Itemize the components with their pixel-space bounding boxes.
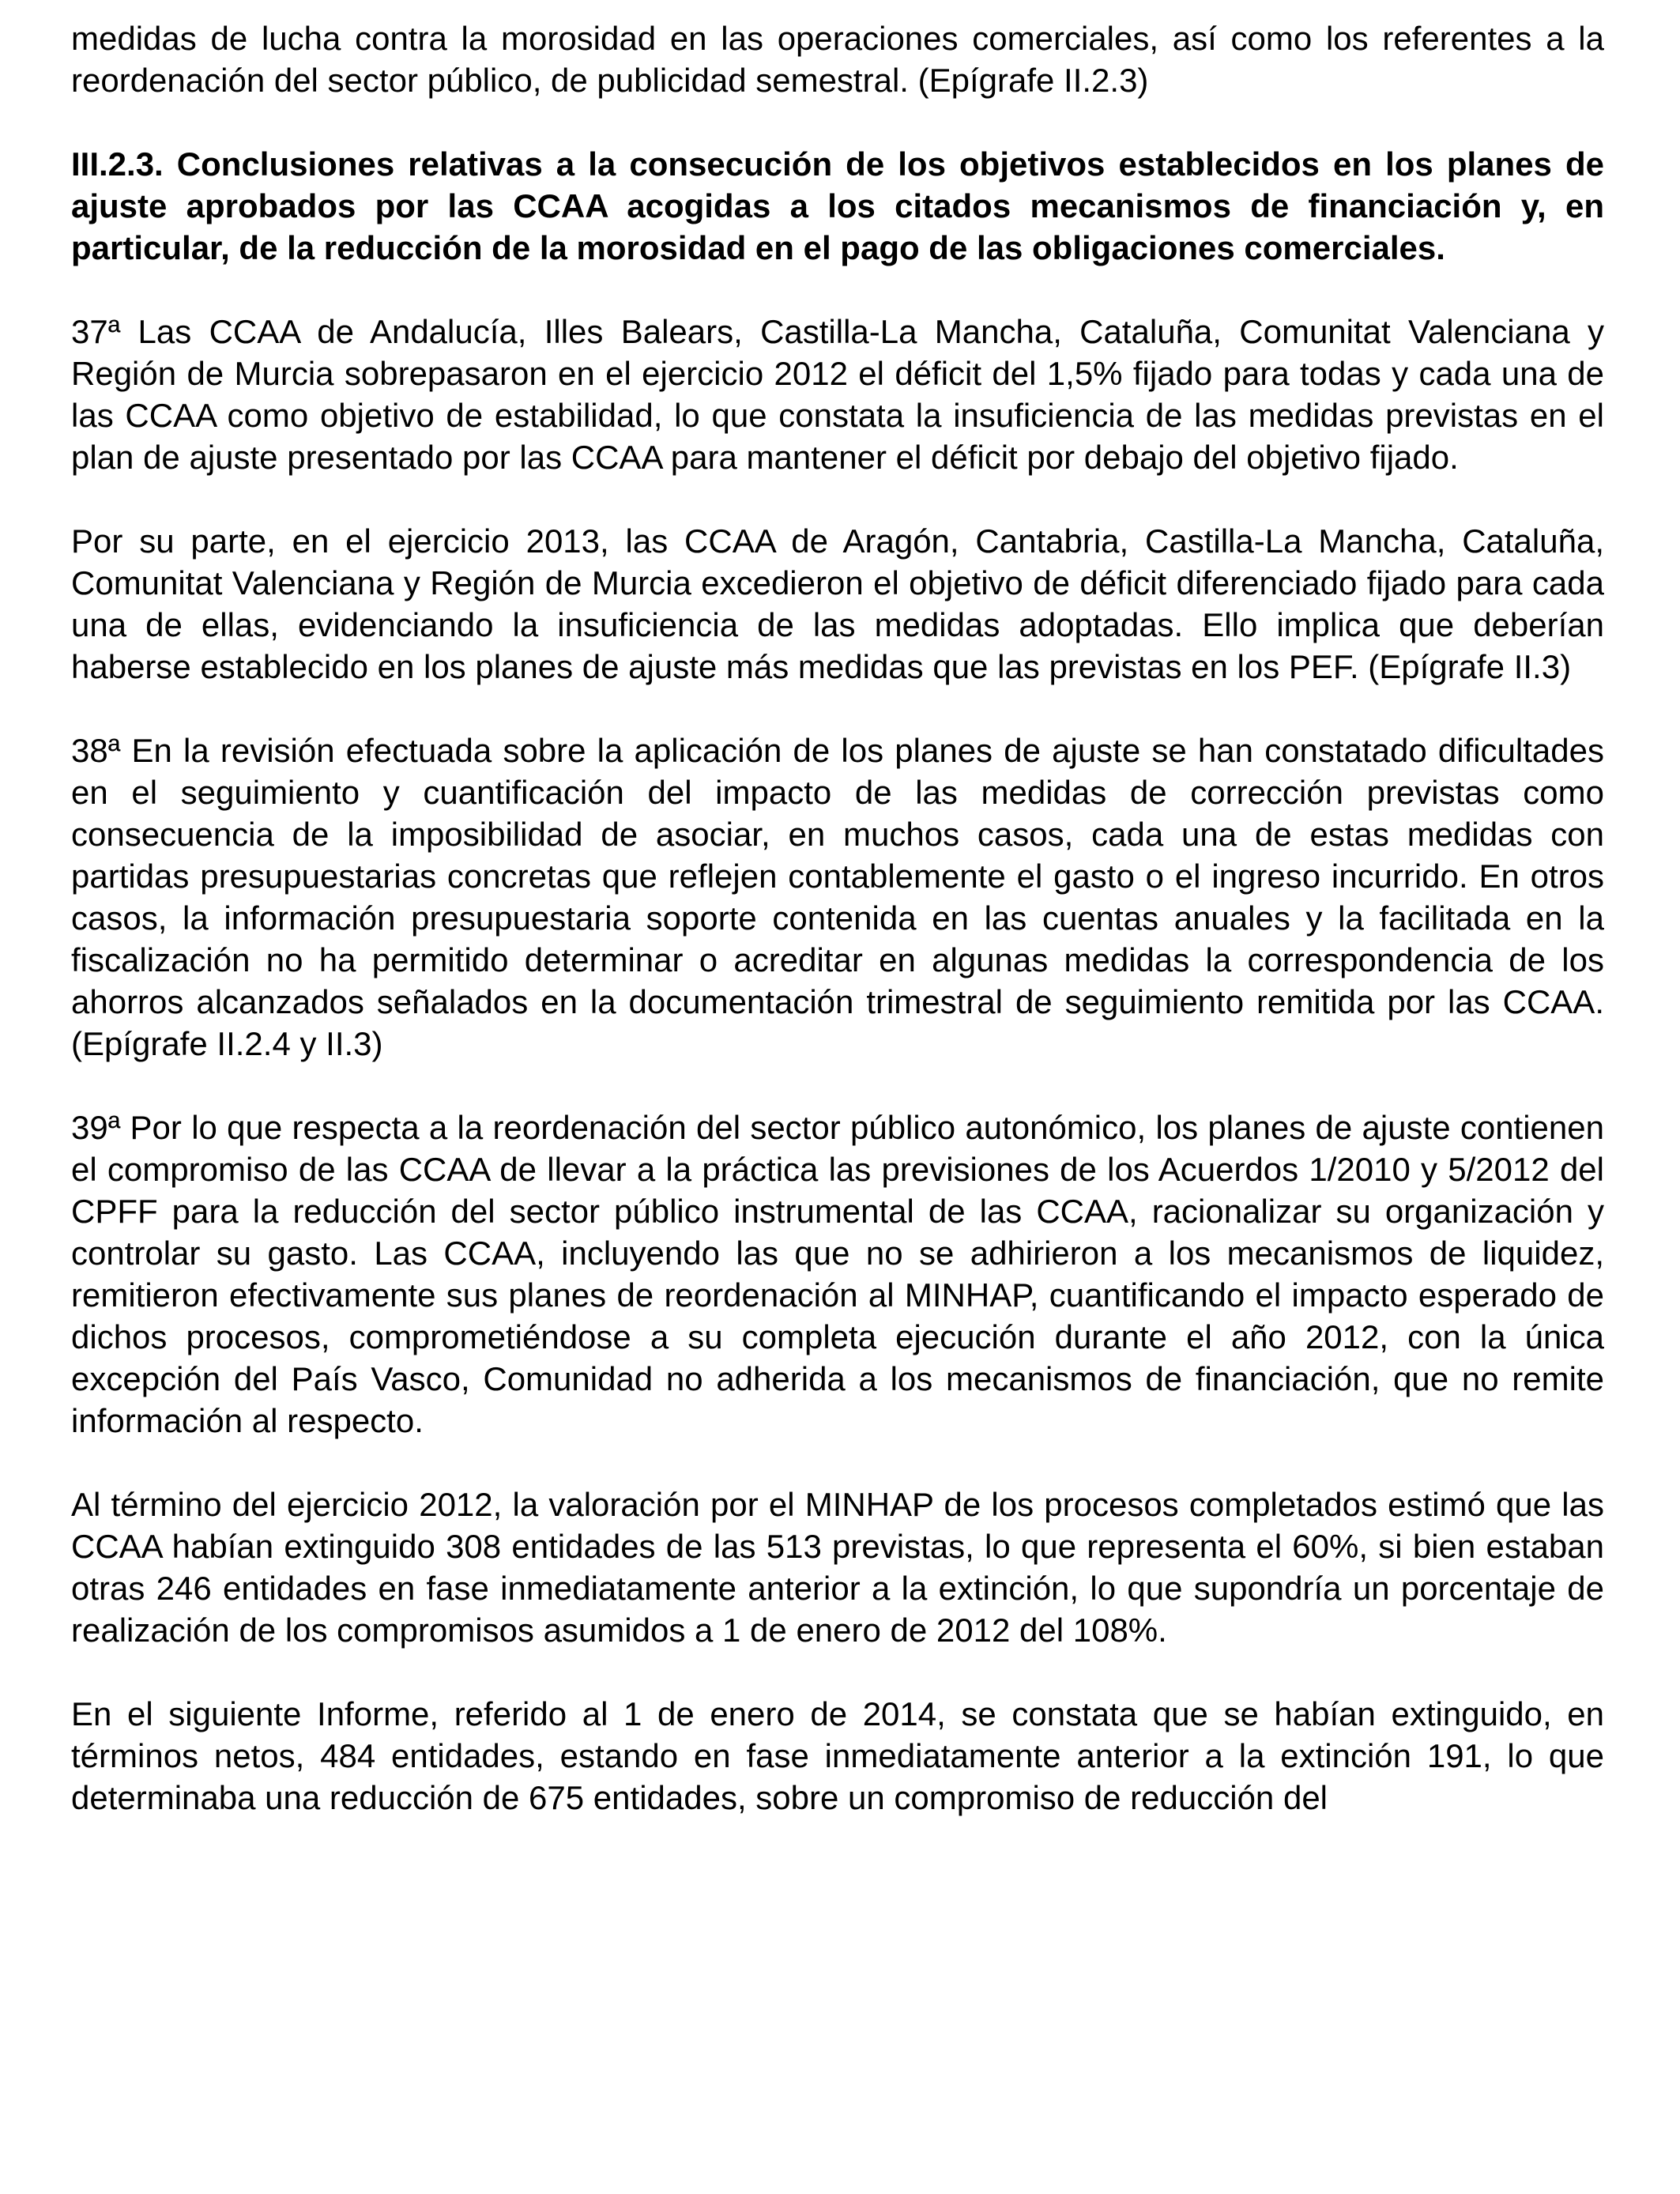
section-heading: III.2.3. Conclusiones relativas a la consecución de los objetivos establecidos en los planes de ajuste aprobados por las CCAA acogidas a los citados mecanismos de financiación y, en particular, de la reducción de la morosidad en el pago de las obligaciones comerciales.	[71, 145, 1604, 266]
paragraph-conclusion-37-cont: Por su parte, en el ejercicio 2013, las CCAA de Aragón, Cantabria, Castilla-La Mancha, Cataluña, Comunitat Valenciana y Región de Murcia excedieron el objetivo de déficit diferenciado fijado para cada una de ellas, evidenciando la insuficiencia de las medidas adoptadas. Ello implica que deberían haberse establecido en los planes de ajuste más medidas que las previstas en los PEF. (Epígrafe II.3)	[71, 522, 1604, 685]
paragraph-intro-continuation: medidas de lucha contra la morosidad en las operaciones comerciales, así como los referentes a la reordenación del sector público, de publicidad semestral. (Epígrafe II.2.3)	[71, 20, 1604, 99]
document-page	[71, 17, 1604, 1819]
paragraph-conclusion-38: 38ª En la revisión efectuada sobre la aplicación de los planes de ajuste se han constatado dificultades en el seguimiento y cuantificación del impacto de las medidas de corrección previstas como consecuencia de la imposibilidad de asociar, en muchos casos, cada una de estas medidas con partidas presupuestarias concretas que reflejen contablemente el gasto o el ingreso incurrido. En otros casos, la información presupuestaria soporte contenida en las cuentas anuales y la facilitada en la fiscalización no ha permitido determinar o acreditar en algunas medidas la correspondencia de los ahorros alcanzados señalados en la documentación trimestral de seguimiento remitida por las CCAA. (Epígrafe II.2.4 y II.3)	[71, 732, 1604, 1062]
paragraph-conclusion-39-2014: En el siguiente Informe, referido al 1 de enero de 2014, se constata que se habían extinguido, en términos netos, 484 entidades, estando en fase inmediatamente anterior a la extinción 191, lo que determinaba una reducción de 675 entidades, sobre un compromiso de reducción del	[71, 1695, 1604, 1816]
paragraph-conclusion-39-2012: Al término del ejercicio 2012, la valoración por el MINHAP de los procesos completados estimó que las CCAA habían extinguido 308 entidades de las 513 previstas, lo que representa el 60%, si bien estaban otras 246 entidades en fase inmediatamente anterior a la extinción, lo que supondría un porcentaje de realización de los compromisos asumidos a 1 de enero de 2012 del 108%.	[71, 1486, 1604, 1649]
paragraph-conclusion-39: 39ª Por lo que respecta a la reordenación del sector público autonómico, los planes de ajuste contienen el compromiso de las CCAA de llevar a la práctica las previsiones de los Acuerdos 1/2010 y 5/2012 del CPFF para la reducción del sector público instrumental de las CCAA, racionalizar su organización y controlar su gasto. Las CCAA, incluyendo las que no se adhirieron a los mecanismos de liquidez, remitieron efectivamente sus planes de reordenación al MINHAP, cuantificando el impacto esperado de dichos procesos, comprometiéndose a su completa ejecución durante el año 2012, con la única excepción del País Vasco, Comunidad no adherida a los mecanismos de financiación, que no remite información al respecto.	[71, 1109, 1604, 1439]
paragraph-conclusion-37: 37ª Las CCAA de Andalucía, Illes Balears, Castilla-La Mancha, Cataluña, Comunitat Valenciana y Región de Murcia sobrepasaron en el ejercicio 2012 el déficit del 1,5% fijado para todas y cada una de las CCAA como objetivo de estabilidad, lo que constata la insuficiencia de las medidas previstas en el plan de ajuste presentado por las CCAA para mantener el déficit por debajo del objetivo fijado.	[71, 313, 1604, 476]
